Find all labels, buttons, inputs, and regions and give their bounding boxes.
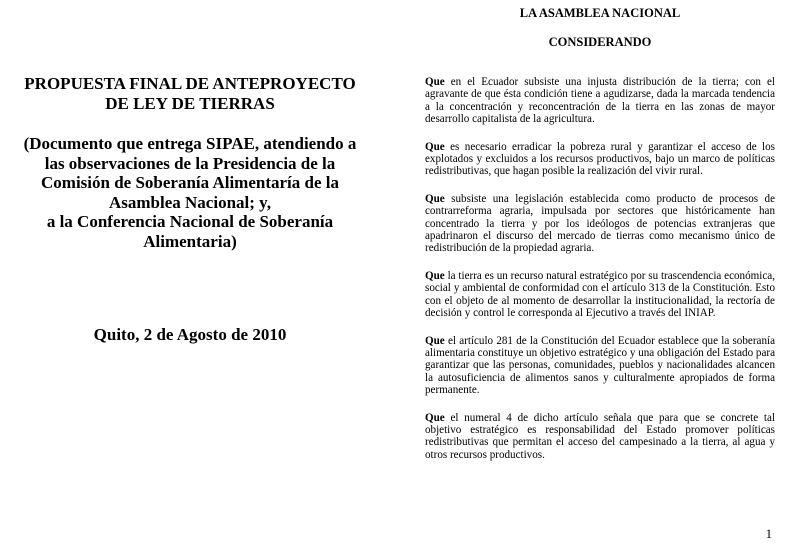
clause-keyword: Que bbox=[425, 334, 445, 347]
clause-keyword: Que bbox=[425, 192, 445, 205]
document-title: PROPUESTA FINAL DE ANTEPROYECTO DE LEY DE TIERRAS bbox=[24, 74, 356, 113]
document-date: Quito, 2 de Agosto de 2010 bbox=[93, 325, 287, 344]
clause-text: la tierra es un recurso natural estratégico por su trascendencia económica, social y ambiental de conformidad con el artículo 313 de la Constitución. Esto con el objeto de al momento de desarrollar la institucionalidad, la rectoría de decisión y control le corresponda al Ejecutivo a través del INIAP. bbox=[425, 269, 775, 320]
assembly-heading: LA ASAMBLEA NACIONAL bbox=[519, 6, 681, 20]
clause-text: subsiste una legislación establecida como producto de procesos de contrarreforma agraria, impulsada por sectores que históricamente han concentrado la tierra y por los ideólogos de potencias extranjeras que apadrinaron el discurso del mercado de tierras como mecanismo único de redistribución de la propiedad agraria. bbox=[425, 192, 775, 255]
considering-clauses bbox=[425, 76, 775, 476]
clause-keyword: Que bbox=[425, 76, 445, 88]
clause bbox=[425, 412, 775, 462]
clause-text: el numeral 4 de dicho artículo señala que para que se concrete tal objetivo estratégico es responsabilidad del Estado promover políticas redistributivas que permitan el acceso del campesinado a la tierra, al agua y otros recursos productivos. bbox=[425, 411, 775, 461]
clause-text: es necesario erradicar la pobreza rural y garantizar el acceso de los explotados y excluidos a los recursos productivos, bajo un marco de políticas redistributivas, que hagan posible la realización del vivir rural. bbox=[425, 140, 775, 178]
clause-keyword: Que bbox=[425, 140, 445, 153]
clause bbox=[425, 335, 775, 397]
clause bbox=[425, 193, 775, 255]
clause-text: en el Ecuador subsiste una injusta distribución de la tierra; con el agravante de que ésta condición tiene a agudizarse, dada la marcada tendencia a la concentración y reconcentración de la tierra en las zonas de mayor desarrollo capitalista de la agricultura. bbox=[425, 76, 775, 126]
clause-text: el artículo 281 de la Constitución del Ecuador establece que la soberanía alimentaria constituye un objetivo estratégico y una obligación del Estado para garantizar que las personas, comunidades, pueblos y nacionalidades alcancen la autosuficiencia de alimentos sanos y culturalmente apropiados de forma permanente. bbox=[425, 334, 775, 397]
clause bbox=[425, 141, 775, 178]
clause bbox=[425, 270, 775, 320]
page-number: 1 bbox=[765, 527, 772, 541]
document-subtitle: (Documento que entrega SIPAE, atendiendo a las observaciones de la Presidencia de la Comisión de Soberanía Alimentaría de la Asamblea Nacional; y, a la Conferencia Nacional de Soberanía Alimentaria) bbox=[23, 134, 357, 251]
clause-keyword: Que bbox=[425, 411, 445, 424]
clause bbox=[425, 76, 775, 126]
clause-keyword: Que bbox=[425, 269, 445, 282]
considering-heading: CONSIDERANDO bbox=[548, 35, 652, 49]
